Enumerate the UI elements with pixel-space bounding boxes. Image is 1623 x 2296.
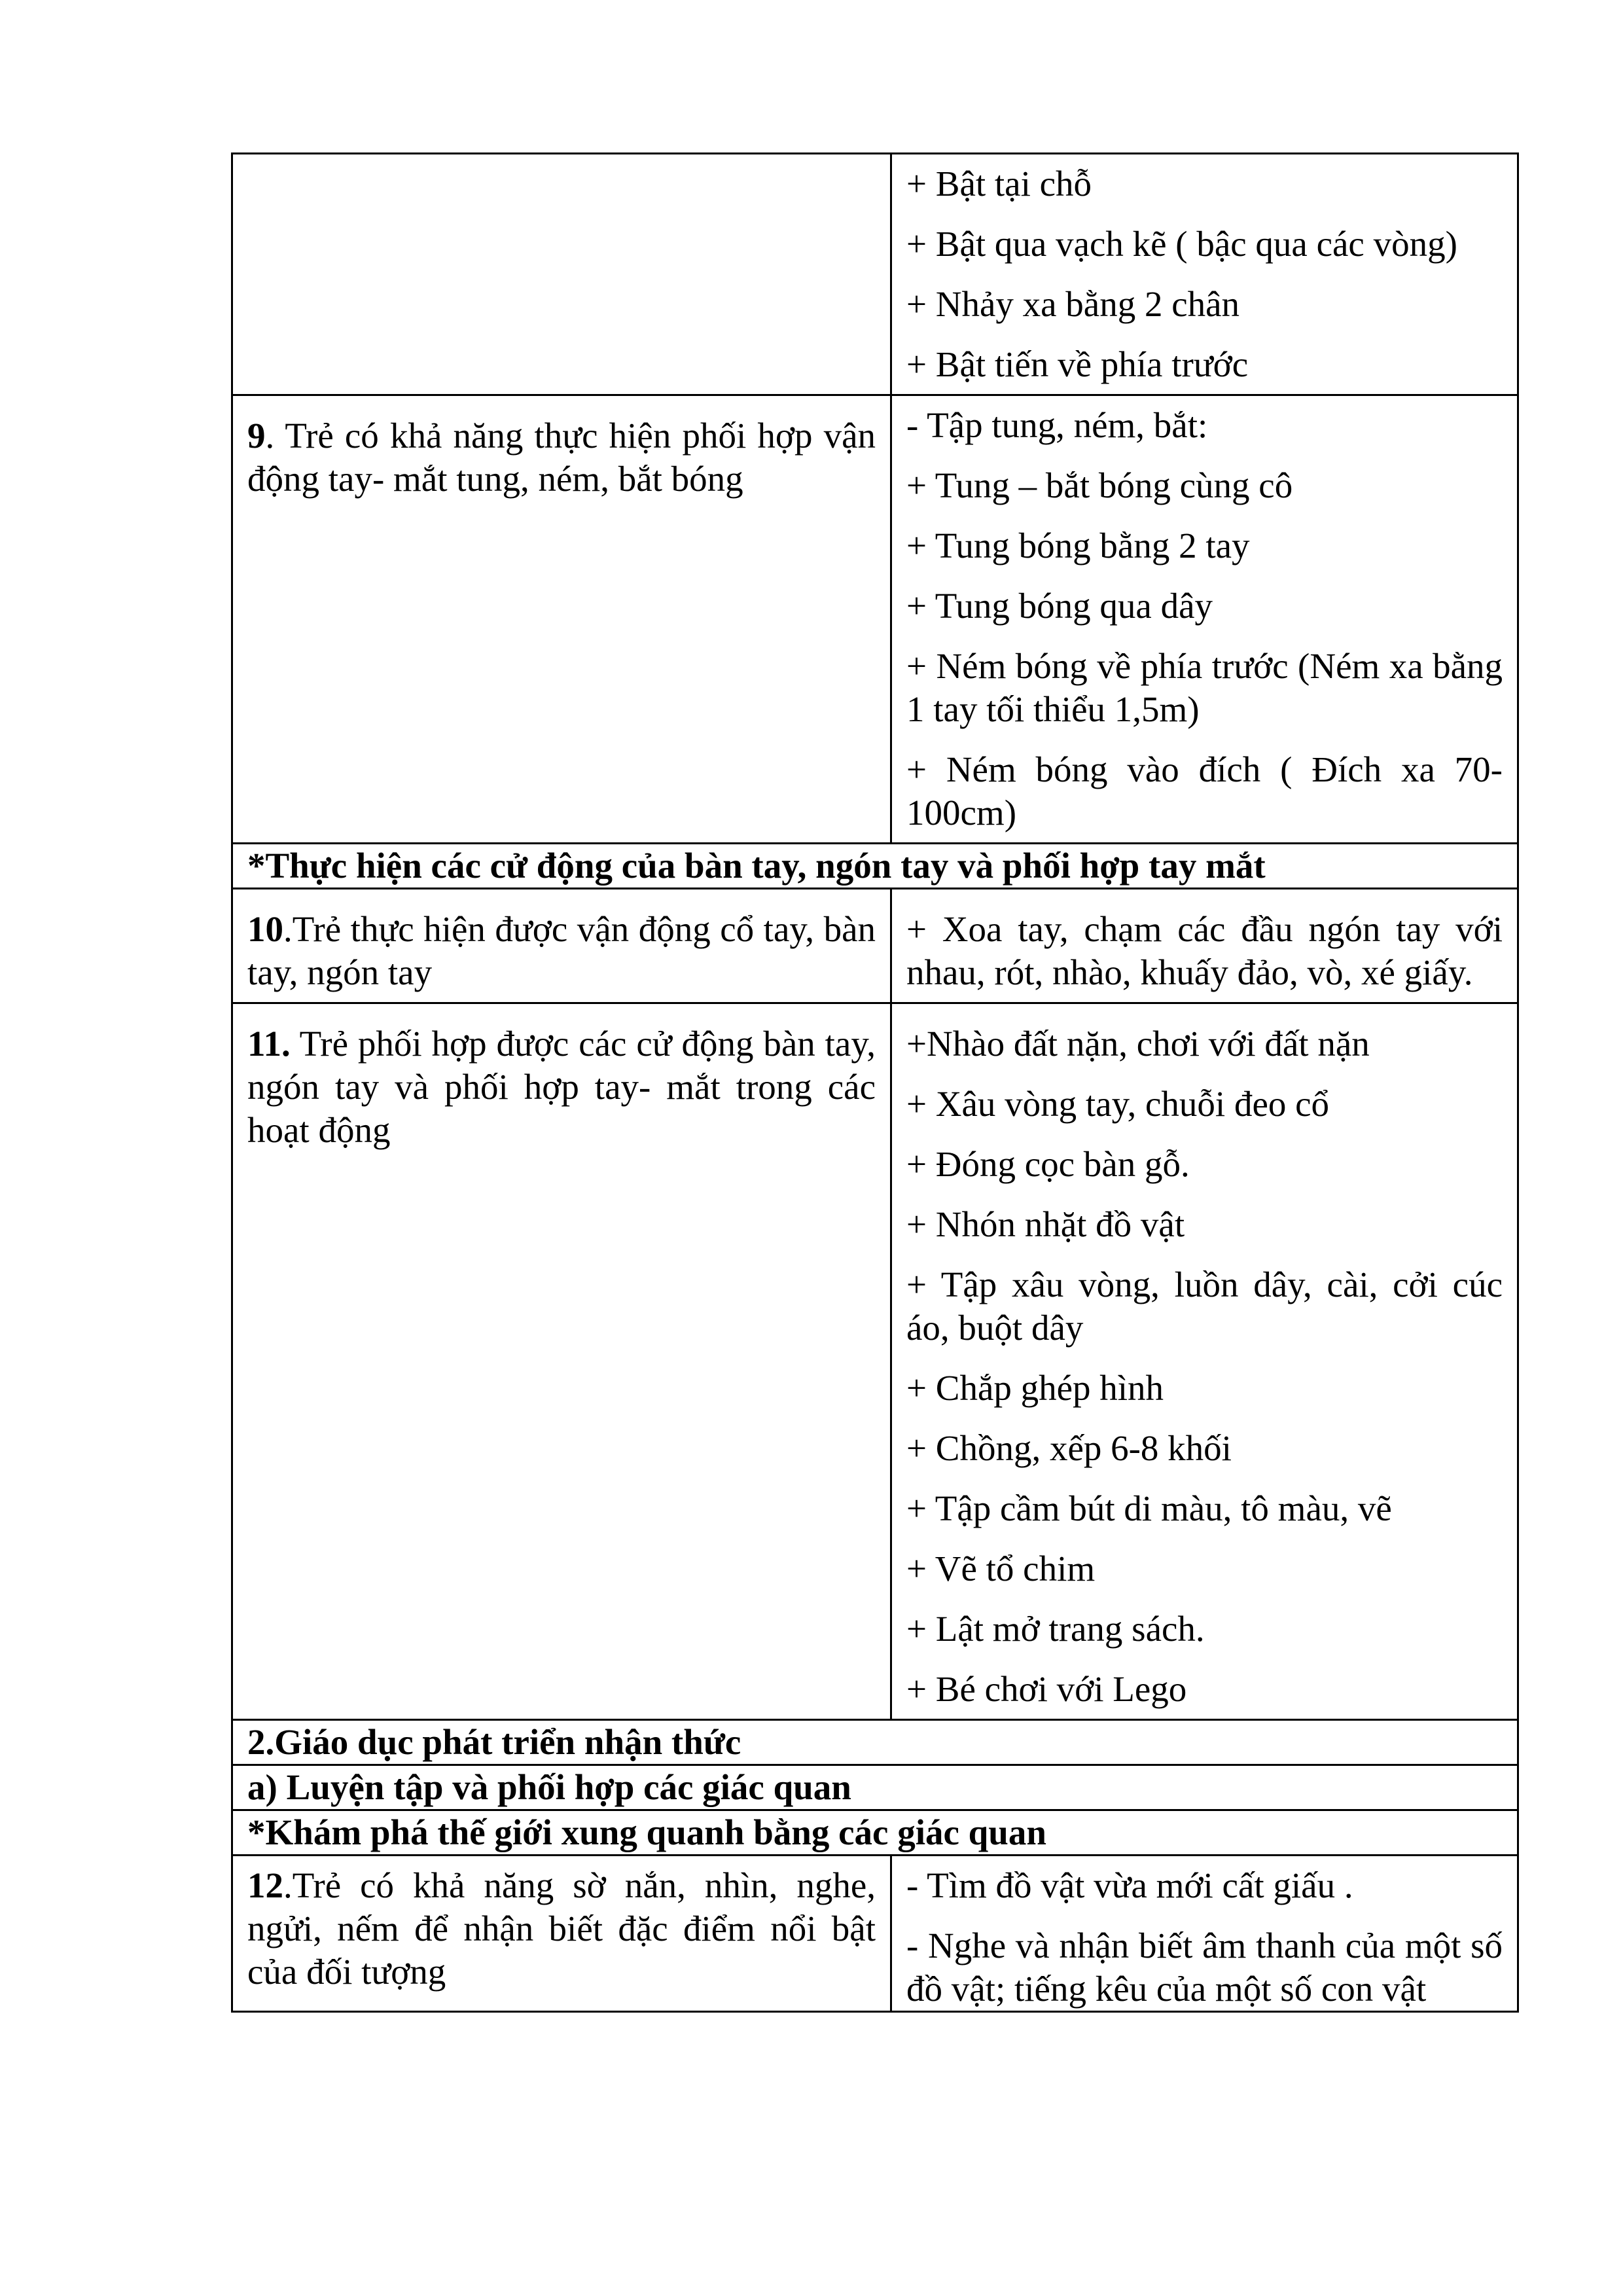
activity-item: + Vẽ tổ chim: [906, 1549, 1096, 1588]
activity-item: + Bật tiến về phía trước: [906, 344, 1249, 384]
activity-item: + Ném bóng vào đích ( Đích xa 70-100cm): [906, 749, 1503, 833]
goal-cell: [232, 154, 891, 395]
activity-item: + Tung – bắt bóng cùng cô: [906, 465, 1293, 505]
table-row: [232, 1856, 1518, 2012]
goal-text: [247, 889, 876, 1002]
activity-item: + Ném bóng về phía trước (Ném xa bằng 1 tay tối thiểu 1,5m): [906, 646, 1503, 729]
activity-item: - Tìm đồ vật vừa mới cất giấu .: [906, 1865, 1353, 1905]
activity-item: + Bé chơi với Lego: [906, 1669, 1187, 1709]
table-row: [232, 844, 1518, 889]
table-row: [232, 889, 1518, 1003]
table-row: [232, 154, 1518, 395]
goal-number: 10: [247, 909, 283, 949]
activity-item: + Xâu vòng tay, chuỗi đeo cổ: [906, 1084, 1330, 1124]
goal-cell: [232, 1003, 891, 1720]
activity-item: + Tập cầm bút di màu, tô màu, vẽ: [906, 1488, 1392, 1528]
goal-description: .Trẻ thực hiện được vận động cổ tay, bàn tay, ngón tay: [247, 909, 876, 992]
activity-item: + Nhảy xa bằng 2 chân: [906, 284, 1240, 324]
activity-item: + Nhón nhặt đồ vật: [906, 1204, 1185, 1244]
activity-item: +Nhào đất nặn, chơi với đất nặn: [906, 1024, 1370, 1064]
section-heading: *Thực hiện các cử động của bàn tay, ngón tay và phối hợp tay mắt: [232, 844, 1518, 889]
activity-item: - Nghe và nhận biết âm thanh của một số đồ vật; tiếng kêu của một số con vật: [906, 1926, 1503, 2009]
goal-text: [247, 396, 876, 509]
table-row: [232, 1810, 1518, 1856]
activity-item: + Tập xâu vòng, luồn dây, cài, cởi cúc áo, buột dây: [906, 1265, 1503, 1348]
activity-item: + Chắp ghép hình: [906, 1368, 1164, 1408]
content-table: [231, 152, 1519, 2013]
activity-item: + Bật qua vạch kẽ ( bậc qua các vòng): [906, 224, 1457, 264]
activity-item: + Tung bóng bằng 2 tay: [906, 526, 1250, 565]
activity-item: + Xoa tay, chạm các đầu ngón tay với nhau, rót, nhào, khuấy đảo, vò, xé giấy.: [906, 909, 1503, 992]
goal-description: . Trẻ có khả năng thực hiện phối hợp vận động tay- mắt tung, ném, bắt bóng: [247, 416, 876, 499]
activity-item: + Đóng cọc bàn gỗ.: [906, 1144, 1190, 1184]
goal-cell: [232, 395, 891, 844]
section-heading: 2.Giáo dục phát triển nhận thức: [232, 1720, 1518, 1765]
goal-cell: [232, 889, 891, 1003]
goal-number: 9: [247, 416, 266, 456]
activity-cell: [891, 1003, 1518, 1720]
activity-item: - Tập tung, ném, bắt:: [906, 405, 1208, 445]
goal-description: .Trẻ có khả năng sờ nắn, nhìn, nghe, ngửi, nếm để nhận biết đặc điểm nổi bật của đối tượng: [247, 1865, 876, 1992]
table-row: [232, 395, 1518, 844]
goal-text: [247, 1004, 876, 1160]
section-heading: *Khám phá thế giới xung quanh bằng các giác quan: [232, 1810, 1518, 1856]
goal-number: 12: [247, 1865, 283, 1905]
goal-cell: [232, 1856, 891, 2012]
goal-number: 11.: [247, 1024, 291, 1064]
activity-cell: [891, 1856, 1518, 2012]
activity-cell: [891, 889, 1518, 1003]
table-row: [232, 1720, 1518, 1765]
activity-cell: [891, 154, 1518, 395]
table-row: [232, 1003, 1518, 1720]
section-heading: a) Luyện tập và phối hợp các giác quan: [232, 1765, 1518, 1810]
goal-text: [247, 1856, 876, 2001]
activity-cell: [891, 395, 1518, 844]
activity-item: + Bật tại chỗ: [906, 164, 1092, 204]
table-row: [232, 1765, 1518, 1810]
activity-item: + Lật mở trang sách.: [906, 1609, 1205, 1649]
activity-item: + Chồng, xếp 6-8 khối: [906, 1428, 1232, 1468]
goal-description: Trẻ phối hợp được các cử động bàn tay, ngón tay và phối hợp tay- mắt trong các hoạt động: [247, 1024, 876, 1150]
activity-item: + Tung bóng qua dây: [906, 586, 1213, 626]
